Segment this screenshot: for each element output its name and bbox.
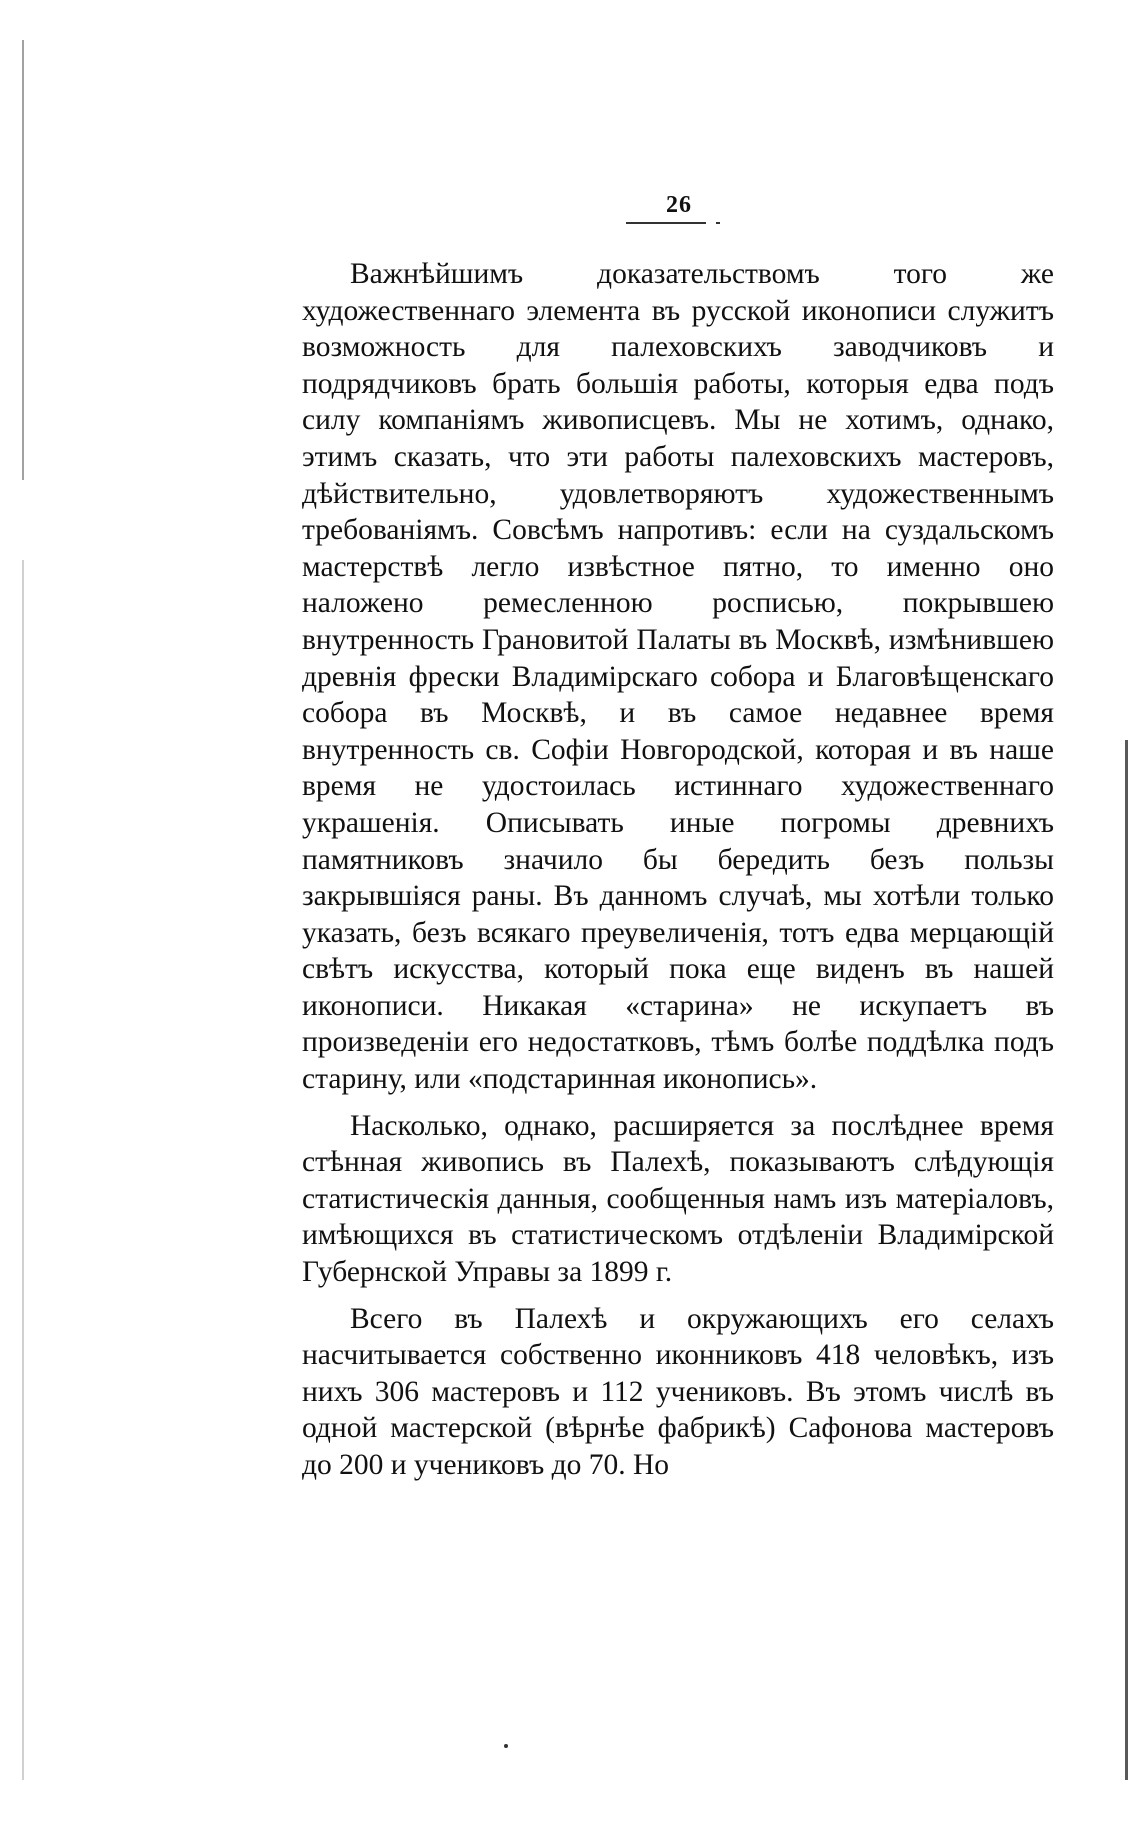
stray-ink-dot — [504, 1744, 508, 1748]
scan-edge-left — [22, 40, 24, 480]
paragraph-3: Всего въ Палехѣ и окружающихъ его селахъ насчитывается собственно иконниковъ 418 человѣкъ, изъ нихъ 306 мастеровъ и 112 учениковъ. Въ этомъ числѣ въ одной мастерской (вѣрнѣе фабрикѣ) Сафонова мастеровъ до 200 и учениковъ до 70. Но — [302, 1302, 1054, 1481]
scan-edge-left-lower — [22, 560, 24, 1780]
scan-edge-right — [1125, 740, 1128, 1780]
page-number-rule-dot — [716, 222, 720, 224]
paragraph-2: Насколько, однако, расширяется за послѣднее время стѣнная живопись въ Палехѣ, показываютъ слѣдующія статистическія данныя, сообщенныя намъ изъ матеріаловъ, имѣющихся въ статистическомъ отдѣленіи Владимірской Губернской Управы за 1899 г. — [302, 1109, 1054, 1289]
page-number-rule — [626, 222, 706, 224]
page-number: 26 — [666, 192, 692, 218]
paragraph-1: Важнѣйшимъ доказательствомъ того же художественнаго элемента въ русской иконописи служитъ возможность для палеховскихъ заводчиковъ и подрядчиковъ брать большія работы, которыя едва подъ силу компаніямъ живописцевъ. Мы не хотимъ, однако, этимъ сказать, что эти работы палеховскихъ мастеровъ, дѣйствительно, удовлетворяютъ художественнымъ требованіямъ. Совсѣмъ напротивъ: если на суздальскомъ мастерствѣ легло извѣстное пятно, то именно оно наложено ремесленною росписью, покрывшею внутренность Грановитой Палаты въ Москвѣ, измѣнившею древнія фрески Владимірскаго собора и Благовѣщенскаго собора въ Москвѣ, и въ самое недавнее время внутренность св. Софіи Новгородской, которая и въ наше время не удостоилась истиннаго художественнаго украшенія. Описывать иные погромы древнихъ памятниковъ значило бы бередить безъ пользы закрывшіяся раны. Въ данномъ случаѣ, мы хотѣли только указать, безъ всякаго преувеличенія, тотъ едва мерцающій свѣтъ искусства, который пока еще виденъ въ нашей иконописи. Никакая «старина» не искупаетъ въ произведеніи его недостатковъ, тѣмъ болѣе поддѣлка подъ старину, или «подстаринная иконопись». — [302, 258, 1054, 1096]
body-text — [302, 256, 1054, 1494]
